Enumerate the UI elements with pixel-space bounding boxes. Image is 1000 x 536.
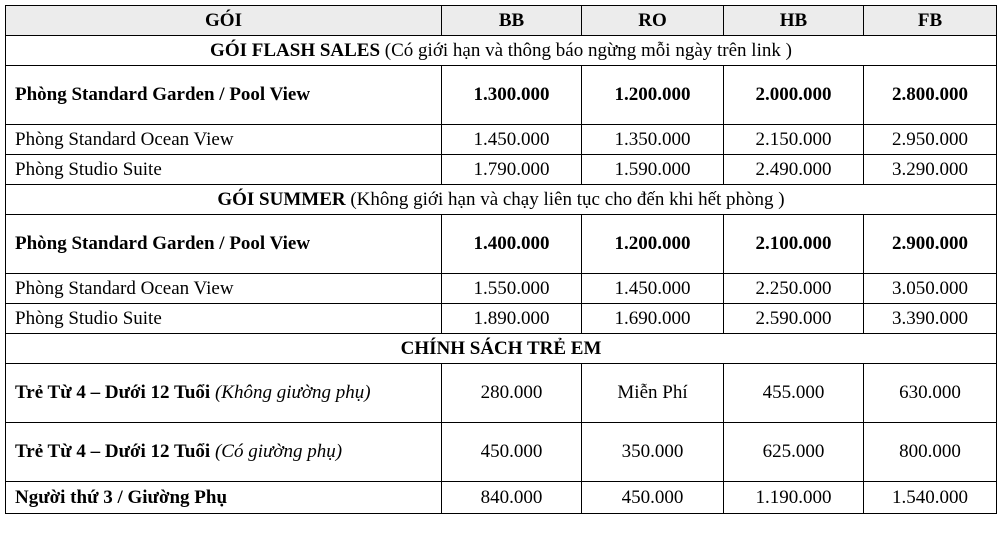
header-package: GÓI: [6, 6, 442, 36]
section-title: GÓI FLASH SALES: [210, 39, 381, 61]
price-fb: 2.900.000: [864, 215, 997, 274]
section-title: CHÍNH SÁCH TRẺ EM: [400, 337, 602, 359]
price-bb: 280.000: [442, 364, 582, 423]
price-bb: 1.890.000: [442, 304, 582, 334]
section-flash-sales: [6, 36, 997, 66]
price-ro: 1.350.000: [582, 125, 724, 155]
price-ro: 1.450.000: [582, 274, 724, 304]
price-ro: 1.200.000: [582, 215, 724, 274]
section-note: (Không giới hạn và chạy liên tục cho đến khi hết phòng ): [345, 188, 785, 210]
section-title: GÓI SUMMER: [217, 188, 346, 210]
room-label: Phòng Standard Garden / Pool View: [6, 215, 442, 274]
table-row: [6, 215, 997, 274]
table-row: [6, 482, 997, 514]
price-bb: 450.000: [442, 423, 582, 482]
price-bb: 1.790.000: [442, 155, 582, 185]
price-ro: 450.000: [582, 482, 724, 514]
price-bb: 1.450.000: [442, 125, 582, 155]
price-bb: 1.400.000: [442, 215, 582, 274]
section-child-policy: [6, 334, 997, 364]
price-hb: 1.190.000: [724, 482, 864, 514]
price-hb: 625.000: [724, 423, 864, 482]
header-bb: BB: [442, 6, 582, 36]
table-row: [6, 155, 997, 185]
policy-label: Trẻ Từ 4 – Dưới 12 Tuổi: [15, 382, 211, 403]
table-row: [6, 274, 997, 304]
price-fb: 3.390.000: [864, 304, 997, 334]
price-ro: Miễn Phí: [582, 364, 724, 423]
policy-note: (Không giường phụ): [210, 382, 371, 403]
table-row: [6, 423, 997, 482]
room-label: Phòng Standard Ocean View: [6, 274, 442, 304]
price-fb: 3.290.000: [864, 155, 997, 185]
header-row: [6, 6, 997, 36]
table-row: [6, 66, 997, 125]
header-fb: FB: [864, 6, 997, 36]
section-note: (Có giới hạn và thông báo ngừng mỗi ngày trên link ): [380, 39, 792, 61]
price-hb: 455.000: [724, 364, 864, 423]
price-hb: 2.490.000: [724, 155, 864, 185]
price-hb: 2.000.000: [724, 66, 864, 125]
price-bb: 840.000: [442, 482, 582, 514]
table-row: [6, 304, 997, 334]
price-hb: 2.590.000: [724, 304, 864, 334]
price-fb: 3.050.000: [864, 274, 997, 304]
price-fb: 2.800.000: [864, 66, 997, 125]
room-label: Phòng Studio Suite: [6, 155, 442, 185]
price-fb: 2.950.000: [864, 125, 997, 155]
table-row: [6, 364, 997, 423]
price-bb: 1.300.000: [442, 66, 582, 125]
room-label: Phòng Standard Ocean View: [6, 125, 442, 155]
price-hb: 2.100.000: [724, 215, 864, 274]
price-table: [5, 5, 997, 514]
price-ro: 1.200.000: [582, 66, 724, 125]
price-hb: 2.150.000: [724, 125, 864, 155]
price-bb: 1.550.000: [442, 274, 582, 304]
price-fb: 1.540.000: [864, 482, 997, 514]
table-row: [6, 125, 997, 155]
price-fb: 800.000: [864, 423, 997, 482]
header-hb: HB: [724, 6, 864, 36]
price-ro: 350.000: [582, 423, 724, 482]
price-ro: 1.590.000: [582, 155, 724, 185]
policy-label: Trẻ Từ 4 – Dưới 12 Tuổi: [15, 441, 211, 462]
room-label: Phòng Standard Garden / Pool View: [6, 66, 442, 125]
policy-note: (Có giường phụ): [210, 441, 343, 462]
price-hb: 2.250.000: [724, 274, 864, 304]
room-label: Phòng Studio Suite: [6, 304, 442, 334]
section-summer: [6, 185, 997, 215]
price-fb: 630.000: [864, 364, 997, 423]
price-ro: 1.690.000: [582, 304, 724, 334]
header-ro: RO: [582, 6, 724, 36]
policy-label: Người thứ 3 / Giường Phụ: [15, 486, 228, 508]
